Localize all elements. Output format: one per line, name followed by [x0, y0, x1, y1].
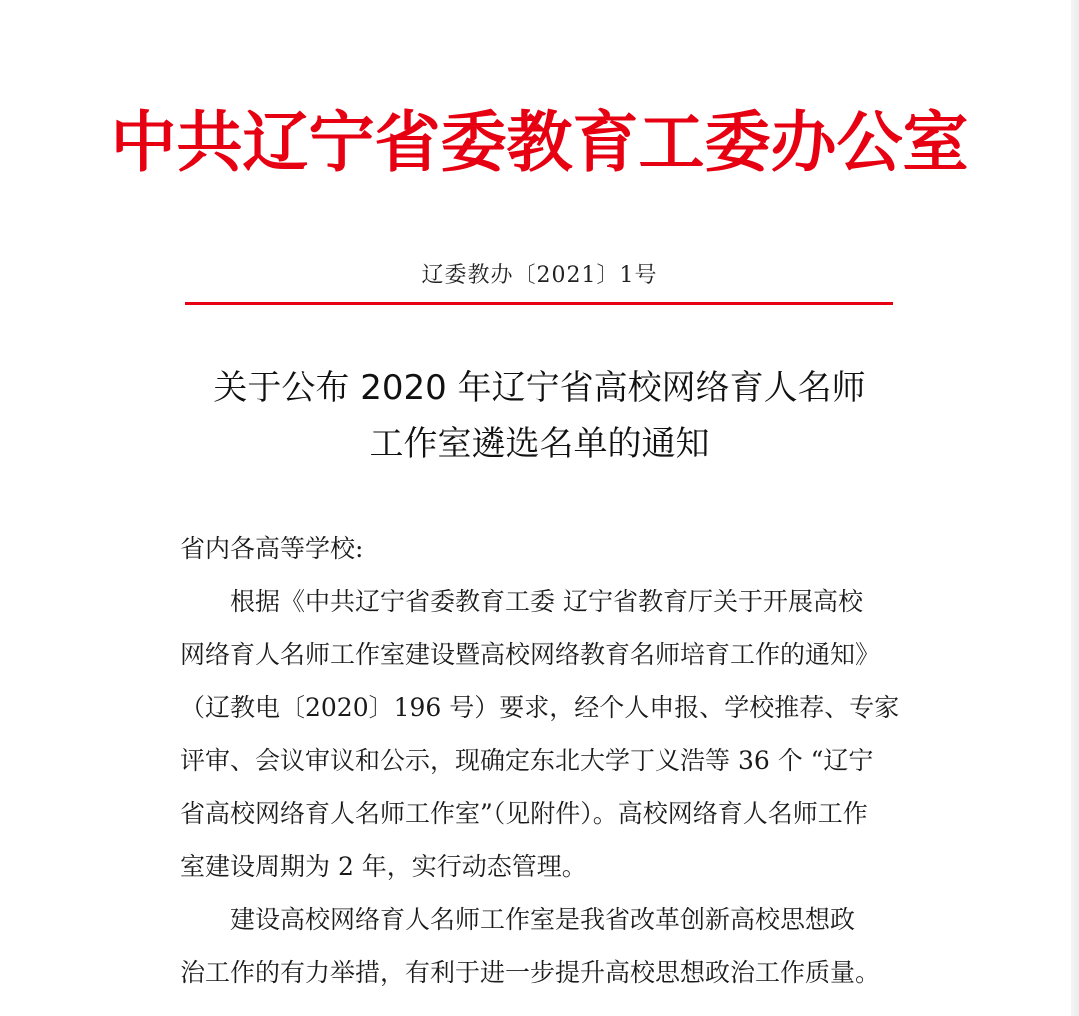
- document-number: 辽委教办〔2021〕1号: [421, 263, 658, 288]
- body-line: 网络育人名师工作室建设暨高校网络教育名师培育工作的通知》: [180, 640, 881, 669]
- document-body: [180, 522, 910, 999]
- body-line: 省高校网络育人名师工作室”（见附件）。高校网络育人名师工作: [180, 799, 868, 828]
- red-separator-line: [185, 302, 893, 305]
- title-line-2: 工作室遴选名单的通知: [369, 424, 710, 464]
- salutation: 省内各高等学校:: [180, 534, 364, 563]
- body-line: （辽教电〔2020〕196 号）要求，经个人申报、学校推荐、专家: [180, 693, 900, 722]
- document-title: [0, 360, 1079, 472]
- body-line: 治工作的有力举措，有利于进一步提升高校思想政治工作质量。: [180, 958, 881, 987]
- body-line: 建设高校网络育人名师工作室是我省改革创新高校思想政: [230, 905, 856, 934]
- body-line: 根据《中共辽宁省委教育工委 辽宁省教育厅关于开展高校: [230, 587, 863, 616]
- issuer-header: 中共辽宁省委教育工委办公室: [110, 104, 969, 181]
- body-line: 评审、会议审议和公示，现确定东北大学丁义浩等 36 个 “辽宁: [180, 746, 874, 775]
- body-line: 室建设周期为 2 年，实行动态管理。: [180, 852, 587, 881]
- title-line-1: 关于公布 2020 年辽宁省高校网络育人名师: [213, 368, 866, 408]
